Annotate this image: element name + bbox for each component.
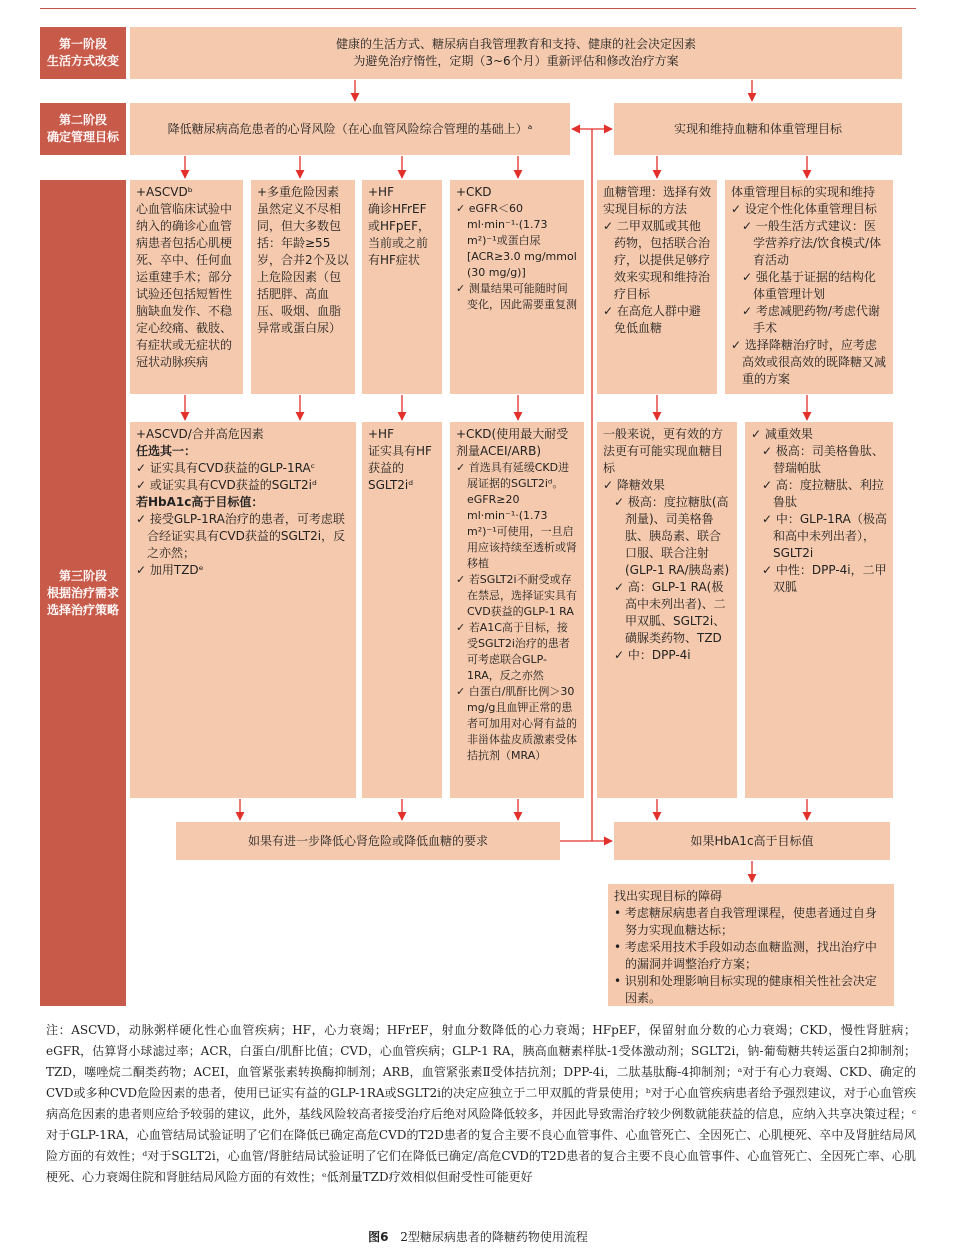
multi-risk-head: +多重危险因素	[257, 185, 340, 199]
weight-effect-subitem: ✓ 中性：DPP-4i，二甲双胍	[762, 563, 887, 594]
stage2-risk-box: 降低糖尿病高危患者的心肾风险（在心血管风险综合管理的基础上）ᵃ	[130, 103, 570, 155]
weight-mgmt-item: ✓ 选择降糖治疗时，应考虑高效或很高效的既降糖又减重的方案	[731, 338, 887, 386]
ckd-item: ✓ eGFR＜60 ml·min⁻¹·(1.73 m²)⁻¹或蛋白尿[ACR≥3.0 mg/mmol (30 mg/g)]	[456, 202, 577, 279]
weight-mgmt-subitem: ✓ 一般生活方式建议：医学营养疗法/饮食模式/体育活动	[742, 219, 882, 267]
weight-mgmt-item: ✓ 设定个性化体重管理目标	[731, 202, 877, 216]
further-reduce-box: 如果有进一步降低心肾危险或降低血糖的要求	[176, 822, 560, 860]
glucose-mgmt-item: ✓ 在高危人群中避免低血糖	[603, 304, 701, 335]
weight-mgmt-head: 体重管理目标的实现和维持	[731, 185, 876, 199]
figure-label: 图6	[368, 1230, 389, 1244]
stage2-label: 第二阶段 确定管理目标	[40, 103, 126, 155]
weight-effect-subitem: ✓ 中：GLP-1RA（极高和高中未列出者），SGLT2i	[762, 512, 887, 560]
ckd-item: ✓ 测量结果可能随时间变化，因此需要重复测	[456, 282, 577, 311]
weight-effect-subitem: ✓ 高：度拉糖肽、利拉鲁肽	[762, 478, 884, 509]
ckd-treatment-item: ✓ 首选具有延缓CKD进展证据的SGLT2iᵈ。eGFR≥20 ml·min⁻¹·(1.73 m²)⁻¹可使用，一旦启用应该持续至透析或肾移植	[456, 461, 577, 570]
ascvd-treatment-item: ✓ 加用TZDᵉ	[136, 563, 204, 577]
ascvd-treatment-item: ✓ 或证实具有CVD获益的SGLT2iᵈ	[136, 478, 317, 492]
ascvd-treatment-sub: 任选其一：	[136, 444, 197, 458]
barriers-item: • 考虑采用技术手段如动态血糖监测，找出治疗中的漏洞并调整治疗方案；	[614, 940, 877, 971]
glucose-mgmt-item: ✓ 二甲双胍或其他药物，包括联合治疗，以提供足够疗效来实现和维持治疗目标	[603, 219, 711, 301]
ckd-head: +CKD	[456, 185, 492, 199]
glucose-effect-subitem: ✓ 中：DPP-4i	[614, 648, 691, 662]
ascvd-head: +ASCVDᵇ	[136, 185, 193, 199]
weight-effect-subitem: ✓ 极高：司美格鲁肽、替瑞帕肽	[762, 444, 884, 475]
glucose-effect-subitem: ✓ 高：GLP-1 RA(极高中未列出者)、二甲双胍、SGLT2i、磺脲类药物、TZD	[614, 580, 726, 645]
glucose-mgmt-head: 血糖管理：选择有效实现目标的方法	[603, 185, 712, 216]
weight-mgmt-subitem: ✓ 考虑减肥药物/考虑代谢手术	[742, 304, 880, 335]
ascvd-treatment-item: ✓ 接受GLP-1RA治疗的患者，可考虑联合经证实具有CVD获益的SGLT2i，反之亦然；	[136, 512, 346, 560]
hf-body: 确诊HFrEF或HFpEF，当前或之前有HF症状	[368, 202, 431, 267]
figure-title: 2型糖尿病患者的降糖药物使用流程	[400, 1230, 588, 1244]
ckd-treatment-item: ✓ 若A1C高于目标，接受SGLT2i治疗的患者可考虑联合GLP-1RA，反之亦然	[456, 621, 570, 682]
hf-head: +HF	[368, 185, 394, 199]
ascvd-treatment-item: ✓ 证实具有CVD获益的GLP-1RAᶜ	[136, 461, 316, 475]
weight-mgmt-subitem: ✓ 强化基于证据的结构化体重管理计划	[742, 270, 876, 301]
stage3-label: 第三阶段 根据治疗需求 选择治疗策略	[40, 180, 126, 1006]
figure-caption	[0, 1228, 956, 1245]
barriers-item: • 考虑糖尿病患者自我管理课程，使患者通过自身努力实现血糖达标；	[614, 906, 877, 937]
ckd-treatment-head: +CKD(使用最大耐受剂量ACEI/ARB)	[456, 427, 569, 458]
ascvd-treatment-sub2: 若HbA1c高于目标值：	[136, 495, 264, 509]
barriers-item: • 识别和处理影响目标实现的健康相关性社会决定因素。	[614, 974, 877, 1005]
multi-risk-body: 虽然定义不尽相同，但大多数包括：年龄≥55岁，合并2个及以上危险因素（包括肥胖、高血压、吸烟、血脂异常或蛋白尿）	[257, 202, 349, 335]
glucose-effect-item: ✓ 降糖效果	[603, 478, 665, 492]
weight-effect-item: ✓ 减重效果	[751, 427, 813, 441]
stage1-label: 第一阶段 生活方式改变	[40, 27, 126, 79]
hf-treatment-body: 证实具有HF获益的SGLT2iᵈ	[368, 444, 432, 492]
ckd-treatment-item: ✓ 若SGLT2i不耐受或存在禁忌，选择证实具有CVD获益的GLP-1 RA	[456, 573, 577, 618]
glucose-effect-subitem: ✓ 极高：度拉糖肽(高剂量)、司美格鲁肽、胰岛素、联合口服、联合注射(GLP-1 RA/胰岛素)	[614, 495, 730, 577]
ckd-treatment-item: ✓ 白蛋白/肌酐比例＞30 mg/g且血钾正常的患者可加用对心肾有益的非甾体盐皮质激素受体拮抗剂（MRA）	[456, 685, 577, 762]
ascvd-treatment-head: +ASCVD/合并高危因素	[136, 427, 264, 441]
footnotes: 注：ASCVD，动脉粥样硬化性心血管疾病；HF，心力衰竭；HFrEF，射血分数降低的心力衰竭；HFpEF，保留射血分数的心力衰竭；CKD，慢性肾脏病；eGFR，估算肾小球滤过率；ACR，白蛋白/肌酐比值；CVD，心血管疾病；GLP-1 RA，胰高血糖素样肽-1受体激动剂；SGLT2i，钠-葡萄糖共转运蛋白2抑制剂；TZD，噻唑烷二酮类药物；ACEI，血管紧张素转换酶抑制剂；ARB，血管紧张素Ⅱ受体拮抗剂；DPP-4i，二肽基肽酶-4抑制剂；ᵃ对于有心力衰竭、CKD、确定的CVD或多种CVD危险因素的患者，使用已证实有益的GLP-1RA或SGLT2i的决定应独立于二甲双胍的背景使用；ᵇ对于心血管疾病患者给予强烈建议，对于心血管疾病高危因素的患者则应给予较弱的建议，此外，基线风险较高者接受治疗后绝对风险降低较多，并因此导致需治疗较少例数就能获益的信息，应纳入共享决策过程；ᶜ对于GLP-1RA，心血管结局试验证明了它们在降低已确定高危CVD的T2D患者的复合主要不良心血管事件、心血管死亡、全因死亡、心肌梗死、卒中及肾脏结局风险方面的有效性；ᵈ对于SGLT2i，心血管/肾脏结局试验证明了它们在降低已确定/高危CVD的T2D患者的复合主要不良心血管事件、心血管死亡、全因死亡率、心肌梗死、心力衰竭住院和肾脏结局风险方面的有效性；ᵉ低剂量TZD疗效相似但耐受性可能更好	[46, 1023, 916, 1184]
hf-treatment-head: +HF	[368, 427, 394, 441]
barriers-head: 找出实现目标的障碍	[614, 889, 723, 903]
glucose-effect-head: 一般来说，更有效的方法更有可能实现血糖目标	[603, 427, 724, 475]
stage2-glucose-weight-box: 实现和维持血糖和体重管理目标	[614, 103, 902, 155]
stage1-line2: 为避免治疗惰性，定期（3~6个月）重新评估和修改治疗方案	[353, 54, 679, 68]
hba1c-above-target-box: 如果HbA1c高于目标值	[614, 822, 890, 860]
stage1-line1: 健康的生活方式、糖尿病自我管理教育和支持、健康的社会决定因素	[335, 37, 696, 51]
ascvd-body: 心血管临床试验中纳入的确诊心血管病患者包括心肌梗死、卒中、任何血运重建手术；部分试验还包括短暂性脑缺血发作、不稳定心绞痛、截肢、有症状或无症状的冠状动脉疾病	[136, 202, 233, 369]
